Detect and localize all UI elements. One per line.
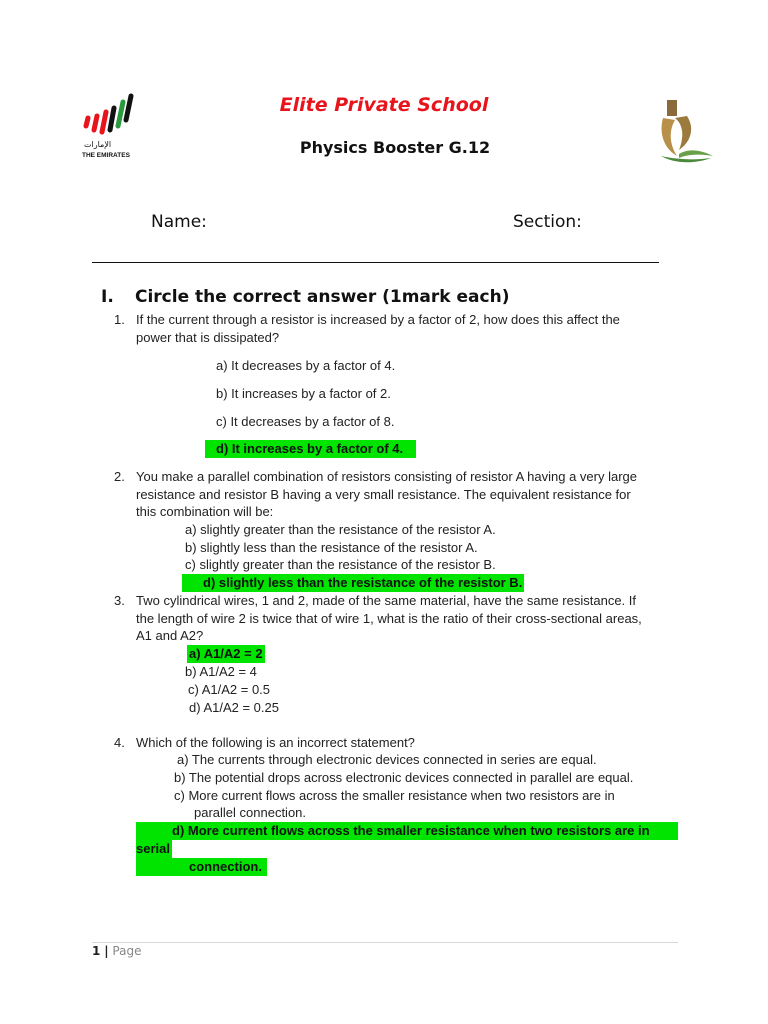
- question-1-option-d: d) It increases by a factor of 4.: [216, 441, 404, 456]
- name-underline: [92, 262, 659, 263]
- page-number: 1: [92, 944, 101, 958]
- page-label: Page: [112, 944, 142, 958]
- question-4-option-c-continued: parallel connection.: [194, 805, 307, 820]
- question-4-option-d-end: connection.: [189, 859, 262, 874]
- question-3-option-c: c) A1/A2 = 0.5: [188, 682, 271, 697]
- question-3-text-line: Two cylindrical wires, 1 and 2, made of the same material, have the same resistance. If: [136, 593, 637, 608]
- school-name: Elite Private School: [279, 94, 489, 116]
- question-4-option-d-continued: serial: [136, 841, 170, 856]
- question-1-correct-answer: [205, 440, 416, 458]
- question-2-option-b: b) slightly less than the resistance of the resistor A.: [185, 540, 478, 555]
- section-heading: [101, 287, 509, 307]
- section-title: Circle the correct answer (1mark each): [135, 287, 510, 307]
- emirates-logo-arabic: الإمارات: [84, 140, 112, 149]
- question-3-option-d: d) A1/A2 = 0.25: [189, 700, 279, 715]
- name-label: Name:: [151, 212, 207, 232]
- question-2-option-c: c) slightly greater than the resistance of the resistor B.: [185, 557, 496, 572]
- question-2-option-d: d) slightly less than the resistance of the resistor B.: [203, 575, 523, 590]
- section-label: Section:: [513, 212, 582, 232]
- page-separator: |: [104, 944, 109, 958]
- question-4-option-a: a) The currents through electronic devices connected in series are equal.: [177, 752, 597, 767]
- question-3-option-a: a) A1/A2 = 2: [189, 646, 263, 661]
- question-1-option-b: b) It increases by a factor of 2.: [216, 386, 391, 401]
- emirates-logo-english: THE EMIRATES: [82, 152, 130, 159]
- question-1-number: 1.: [114, 312, 125, 327]
- question-4-option-d: d) More current flows across the smaller resistance when two resistors are in: [172, 823, 650, 838]
- question-1-option-a: a) It decreases by a factor of 4.: [216, 358, 396, 373]
- question-2-text-line: resistance and resistor B having a very small resistance. The equivalent resistance for: [136, 487, 631, 502]
- question-4-option-b: b) The potential drops across electronic devices connected in parallel are equal.: [174, 770, 634, 785]
- footer-divider: [92, 942, 678, 943]
- question-2-text-line: this combination will be:: [136, 504, 274, 519]
- section-number: I.: [101, 287, 114, 307]
- question-4-text-line: Which of the following is an incorrect statement?: [136, 735, 415, 750]
- question-2-text-line: You make a parallel combination of resistors consisting of resistor A having a very large: [136, 469, 638, 484]
- question-3-correct-answer: [187, 645, 265, 663]
- question-3-text-line: A1 and A2?: [136, 628, 204, 643]
- question-2-number: 2.: [114, 469, 125, 484]
- question-3-option-b: b) A1/A2 = 4: [185, 664, 257, 679]
- question-4-option-c: c) More current flows across the smaller resistance when two resistors are in: [174, 788, 615, 803]
- question-2-correct-answer: [182, 574, 524, 592]
- question-3-text-line: the length of wire 2 is twice that of wire 1, what is the ratio of their cross-sectional areas,: [136, 611, 642, 626]
- question-1-text-line: If the current through a resistor is increased by a factor of 2, how does this affect the: [136, 312, 620, 327]
- question-3-number: 3.: [114, 593, 125, 608]
- question-1-option-c: c) It decreases by a factor of 8.: [216, 414, 395, 429]
- question-4-number: 4.: [114, 735, 125, 750]
- question-1-text-line: power that is dissipated?: [136, 330, 280, 345]
- worksheet-subtitle: Physics Booster G.12: [299, 138, 491, 157]
- question-2-option-a: a) slightly greater than the resistance of the resistor A.: [185, 522, 496, 537]
- page-footer: [92, 944, 141, 958]
